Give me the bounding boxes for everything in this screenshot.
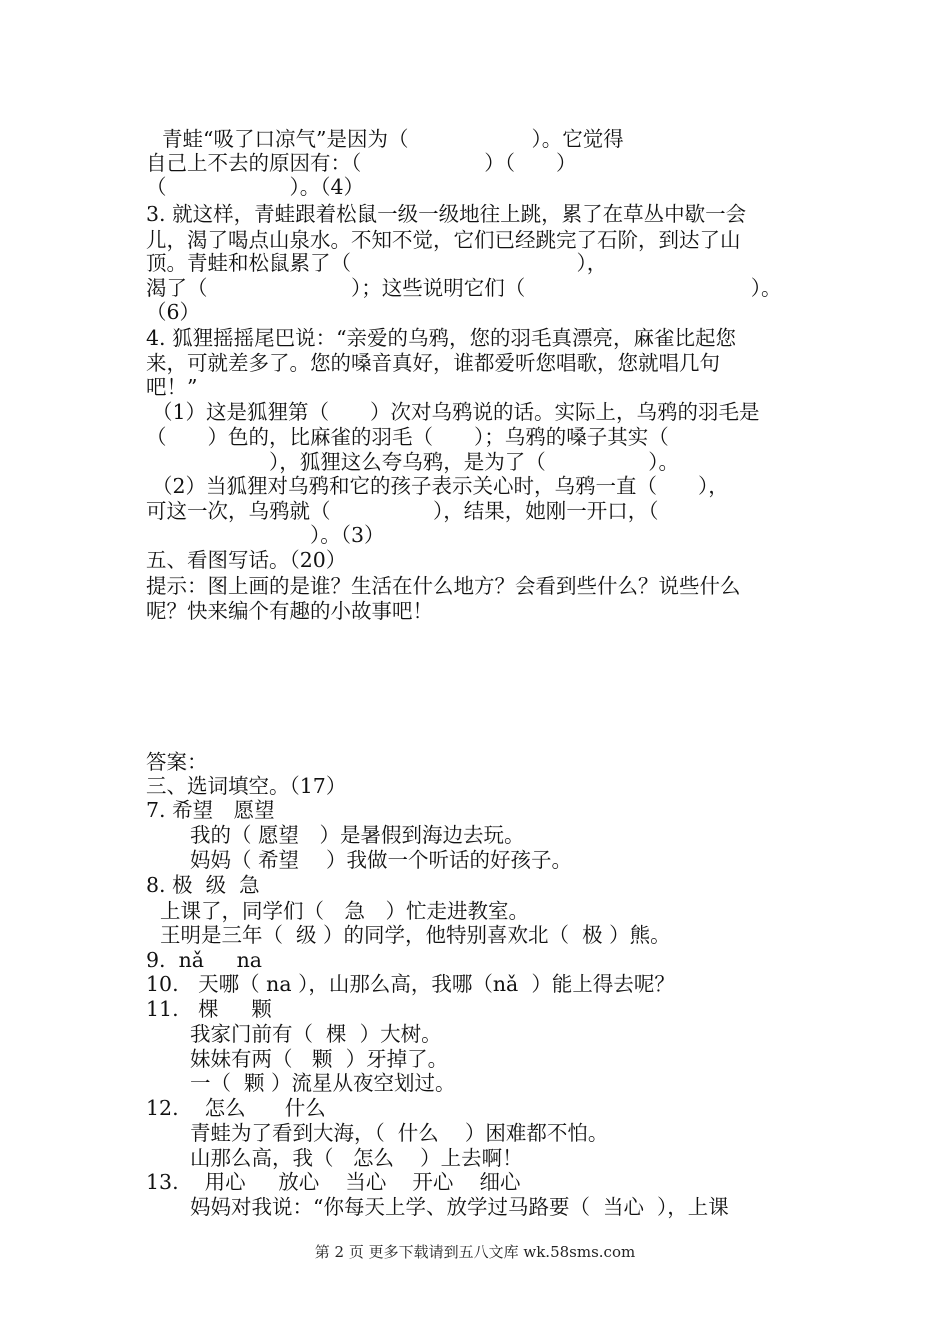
text-line: 上课了，同学们（ 急 ）忙走进教室。 — [160, 899, 529, 923]
text-line: 儿，渴了喝点山泉水。不知不觉，它们已经跳完了石阶，到达了山 — [146, 228, 741, 252]
text-line: 渴了（ ）；这些说明它们（ ）。 — [146, 276, 782, 300]
text-line: （ ）色的，比麻雀的羽毛（ ）；乌鸦的嗓子其实（ — [146, 425, 669, 449]
text-line: 7. 希望 愿望 — [146, 798, 275, 822]
text-line: 妈妈（ 希望 ）我做一个听话的好孩子。 — [190, 848, 573, 872]
text-line: 13. 用心 放心 当心 开心 细心 — [146, 1170, 521, 1194]
text-line: 山那么高，我（ 怎么 ）上去啊！ — [190, 1146, 523, 1170]
text-line: 12. 怎么 什么 — [146, 1096, 326, 1120]
text-line: ）。（3） — [146, 523, 385, 547]
section-heading: 五、看图写话。（20） — [146, 548, 347, 572]
text-line: 4. 狐狸摇摇尾巴说：“亲爱的乌鸦，您的羽毛真漂亮，麻雀比起您 — [146, 326, 737, 350]
text-line: 顶。青蛙和松鼠累了（ ）， — [146, 251, 608, 275]
text-line: （1）这是狐狸第（ ）次对乌鸦说的话。实际上，乌鸦的羽毛是 — [152, 400, 760, 424]
text-line: 3. 就这样，青蛙跟着松鼠一级一级地往上跳，累了在草丛中歇一会 — [146, 202, 747, 226]
text-line: 11. 棵 颗 — [146, 997, 272, 1021]
text-line: 吧！” — [146, 375, 198, 399]
section-heading: 三、选词填空。（17） — [146, 774, 347, 798]
text-line: 9. nǎ na — [146, 948, 263, 972]
text-line: 8. 极 级 急 — [146, 873, 260, 897]
text-line: 妹妹有两（ 颗 ）牙掉了。 — [190, 1047, 449, 1071]
text-line: ），狐狸这么夸乌鸦，是为了（ ）。 — [146, 450, 679, 474]
text-line: 青蛙“吸了口凉气”是因为（ ）。它觉得 — [162, 127, 624, 151]
section-heading: 答案： — [146, 750, 208, 774]
text-line: 呢？快来编个有趣的小故事吧！ — [146, 599, 433, 623]
text-line: 我的（ 愿望 ）是暑假到海边去玩。 — [190, 823, 525, 847]
text-line: 妈妈对我说：“你每天上学、放学过马路要（ 当心 ），上课 — [190, 1195, 729, 1219]
text-line: 10. 天哪（ na ），山那么高，我哪（nǎ ）能上得去呢？ — [146, 972, 675, 996]
text-line: 一（ 颗 ）流星从夜空划过。 — [190, 1071, 456, 1095]
text-line: 我家门前有（ 棵 ）大树。 — [190, 1022, 442, 1046]
text-line: 自己上不去的原因有：（ ）（ ） — [146, 151, 577, 175]
text-line: 提示：图上画的是谁？生活在什么地方？会看到些什么？说些什么 — [146, 574, 741, 598]
text-line: （ ）。（4） — [146, 175, 365, 199]
text-line: （6） — [146, 300, 201, 324]
text-line: （2）当狐狸对乌鸦和它的孩子表示关心时，乌鸦一直（ ）， — [152, 474, 729, 498]
text-line: 青蛙为了看到大海，（ 什么 ）困难都不怕。 — [190, 1121, 609, 1145]
text-line: 来，可就差多了。您的嗓音真好，谁都爱听您唱歌，您就唱几句 — [146, 351, 720, 375]
text-line: 可这一次，乌鸦就（ ），结果，她刚一开口，（ — [146, 499, 659, 523]
text-line: 王明是三年（ 级 ）的同学，他特别喜欢北（ 极 ）熊。 — [160, 923, 671, 947]
page-footer: 第 2 页 更多下载请到五八文库 wk.58sms.com — [314, 1243, 636, 1261]
